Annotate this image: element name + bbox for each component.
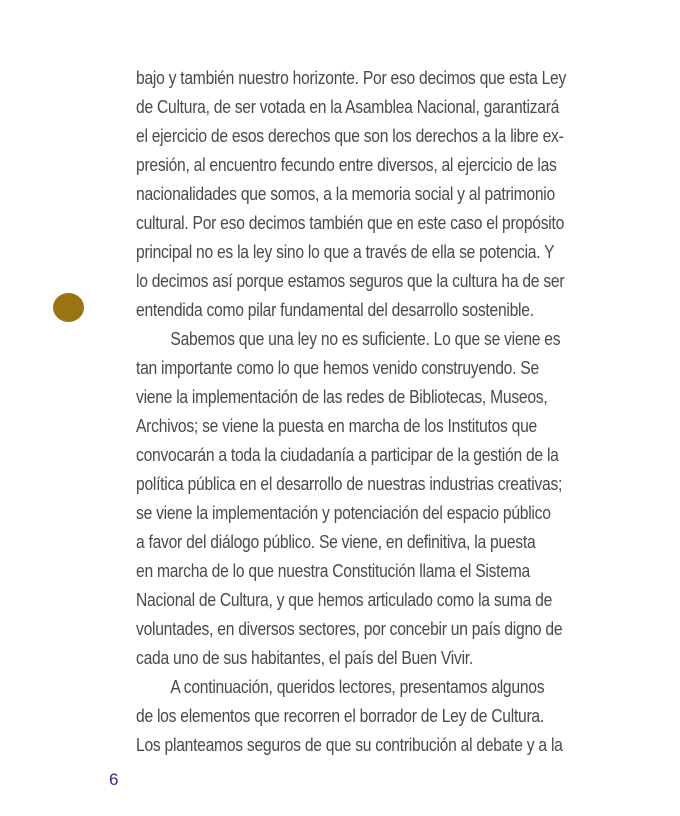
text-line: cada uno de sus habitantes, el país del Buen Vivir. xyxy=(136,648,473,668)
text-line: se viene la implementación y potenciación del espacio público xyxy=(136,503,551,523)
text-line: voluntades, en diversos sectores, por concebir un país digno de xyxy=(136,619,563,639)
text-line: lo decimos así porque estamos seguros que la cultura ha de ser xyxy=(136,271,565,291)
text-line: presión, al encuentro fecundo entre diversos, al ejercicio de las xyxy=(136,155,557,175)
text-line: en marcha de lo que nuestra Constitución llama el Sistema xyxy=(136,561,530,581)
text-line: de Cultura, de ser votada en la Asamblea Nacional, garantizará xyxy=(136,97,560,117)
text-line: política pública en el desarrollo de nuestras industrias creativas; xyxy=(136,474,563,494)
text-line: principal no es la ley sino lo que a través de ella se potencia. Y xyxy=(136,242,555,262)
text-line: viene la implementación de las redes de Bibliotecas, Museos, xyxy=(136,387,548,407)
text-line: convocarán a toda la ciudadanía a participar de la gestión de la xyxy=(136,445,559,465)
text-line: bajo y también nuestro horizonte. Por eso decimos que esta Ley xyxy=(136,68,567,88)
text-line: el ejercicio de esos derechos que son los derechos a la libre ex- xyxy=(136,126,564,146)
text-line: entendida como pilar fundamental del desarrollo sostenible. xyxy=(136,300,534,320)
text-line: a favor del diálogo público. Se viene, en definitiva, la puesta xyxy=(136,532,536,552)
body-text xyxy=(136,64,636,760)
text-line: tan importante como lo que hemos venido construyendo. Se xyxy=(136,358,539,378)
page-number: 6 xyxy=(109,770,119,789)
text-line: Nacional de Cultura, y que hemos articulado como la suma de xyxy=(136,590,553,610)
text-line: Sabemos que una ley no es suficiente. Lo que se viene es xyxy=(170,329,561,349)
text-line: Archivos; se viene la puesta en marcha de los Institutos que xyxy=(136,416,537,436)
text-line: nacionalidades que somos, a la memoria social y al patrimonio xyxy=(136,184,555,204)
text-line: de los elementos que recorren el borrador de Ley de Cultura. xyxy=(136,706,544,726)
text-line: A continuación, queridos lectores, presentamos algunos xyxy=(170,677,545,697)
text-line: cultural. Por eso decimos también que en este caso el propósito xyxy=(136,213,565,233)
text-line: Los planteamos seguros de que su contribución al debate y a la xyxy=(136,735,563,755)
paragraph-marker-dot xyxy=(53,293,84,322)
